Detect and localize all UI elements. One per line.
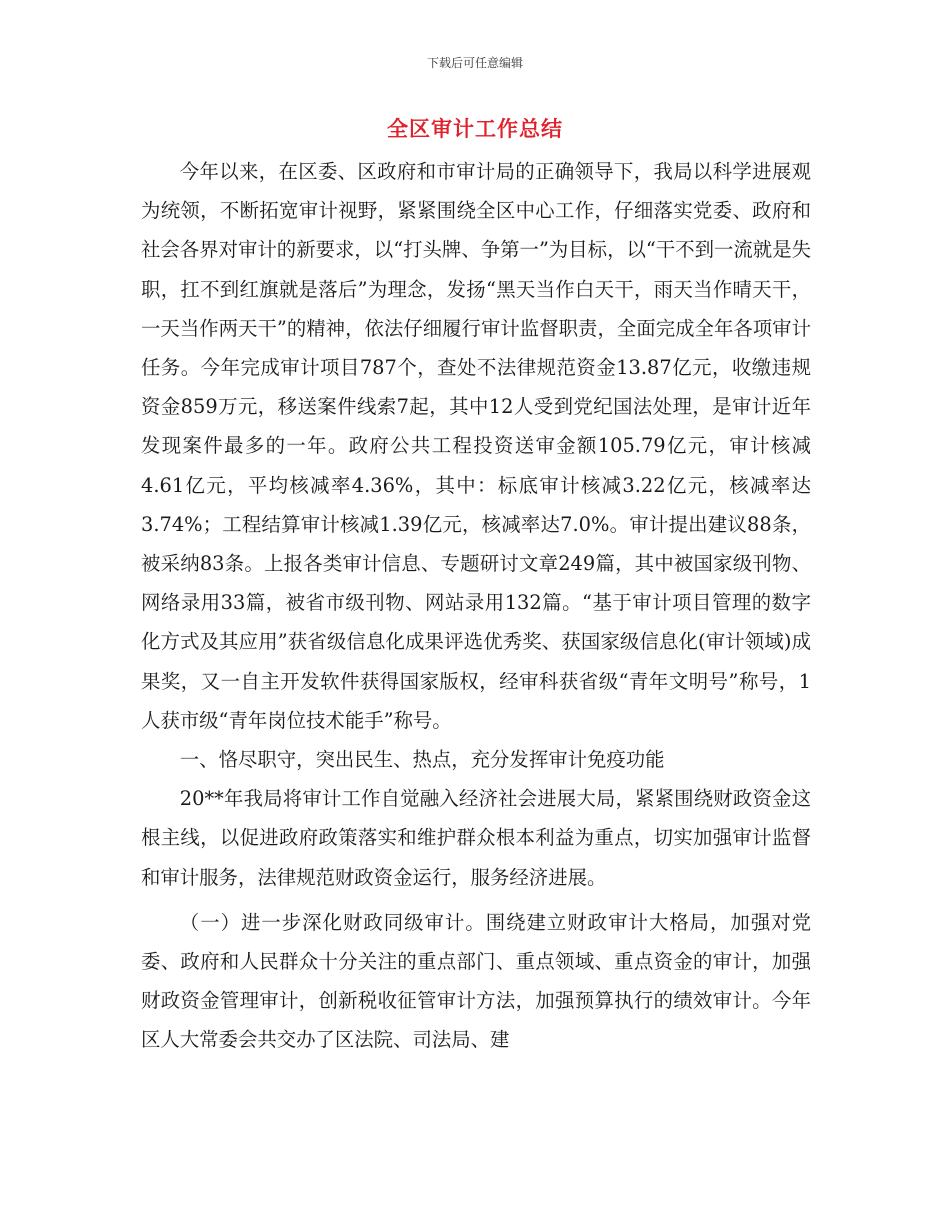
header-note: 下载后可任意编辑 bbox=[426, 56, 523, 70]
document-title: 全区审计工作总结 bbox=[387, 117, 563, 141]
section-heading-1: 一、恪尽职守，突出民生、热点，充分发挥审计免疫功能 bbox=[179, 748, 665, 772]
paragraph-section-1: 20**年我局将审计工作自觉融入经济社会进展大局，紧紧围绕财政资金这根主线，以促进政府政策落实和维护群众根本利益为重点，切实加强审计监督和审计服务，法律规范财政资金运行，服务经济进展。 bbox=[141, 787, 811, 889]
paragraph-intro: 今年以来，在区委、区政府和市审计局的正确领导下，我局以科学进展观为统领，不断拓宽审计视野，紧紧围绕全区中心工作，仔细落实党委、政府和社会各界对审计的新要求，以“打头牌、争第一”为目标，以“干不到一流就是失职，扛不到红旗就是落后”为理念，发扬“黑天当作白天干，雨天当作晴天干，一天当作两天干”的精神，依法仔细履行审计监督职责，全面完成全年各项审计任务。今年完成审计项目787个，查处不法律规范资金13.87亿元，收缴违规资金859万元，移送案件线索7起，其中12人受到党纪国法处理，是审计近年发现案件最多的一年。政府公共工程投资送审金额105.79亿元，审计核减4.61亿元，平均核减率4.36%，其中：标底审计核减3.22亿元，核减率达3.74%；工程结算审计核减1.39亿元，核减率达7.0%。审计提出建议88条，被采纳83条。上报各类审计信息、专题研讨文章249篇，其中被国家级刊物、网络录用33篇，被省市级刊物、网站录用132篇。“基于审计项目管理的数字化方式及其应用”获省级信息化成果评选优秀奖、获国家级信息化(审计领域)成果奖，又一自主开发软件获得国家版权，经审科获省级“青年文明号”称号，1人获市级“青年岗位技术能手”称号。 bbox=[141, 160, 811, 732]
paragraph-subsection-1: （一）进一步深化财政同级审计。围绕建立财政审计大格局，加强对党委、政府和人民群众十分关注的重点部门、重点领域、重点资金的审计，加强财政资金管理审计，创新税收征管审计方法，加强预算执行的绩效审计。今年区人大常委会共交办了区法院、司法局、建 bbox=[141, 910, 811, 1052]
document-body bbox=[141, 152, 811, 1060]
